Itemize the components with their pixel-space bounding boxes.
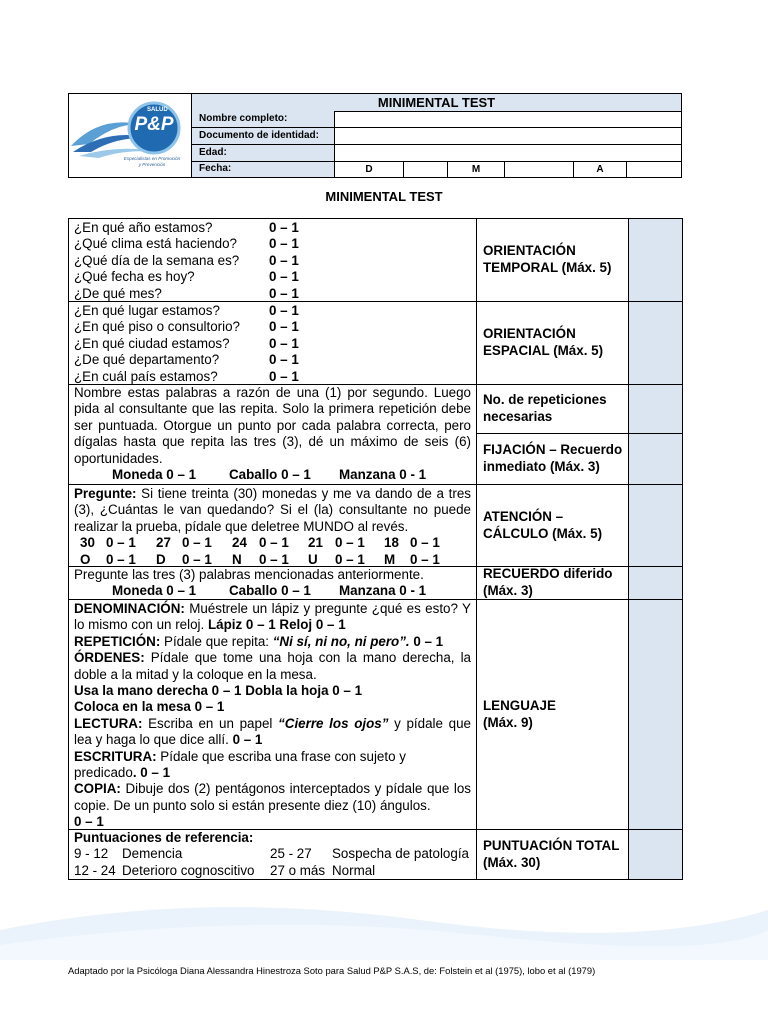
name-label: Nombre completo:: [192, 111, 335, 127]
date-label: Fecha:: [192, 162, 335, 177]
year-label: A: [574, 162, 627, 177]
lenguaje-label: LENGUAJE (Máx. 9): [477, 600, 629, 830]
reference-row-2: 12 - 24 Deterioro cognoscitivo 27 o más Normal: [74, 862, 376, 878]
watermark-waves: [0, 880, 768, 960]
footer-citation: Adaptado por la Psicóloga Diana Alessandra Hinestroza Soto para Salud P&P S.A.S, de: Folstein et al (1975), lobo et al (1979): [68, 965, 596, 976]
temporal-label: ORIENTACIÓN TEMPORAL (Máx. 5): [477, 219, 629, 302]
espacial-q5: ¿En cuál país estamos? 0 – 1: [74, 368, 299, 384]
copia-score: 0 – 1: [74, 814, 104, 830]
temporal-score-box[interactable]: [629, 219, 682, 302]
day-label: D: [335, 162, 404, 177]
ordenes-score-1: Usa la mano derecha 0 – 1 Dobla la hoja 0 – 1: [74, 683, 363, 699]
fijacion-text: Nombre estas palabras a razón de una (1) por segundo. Luego pida al consultante que las repita. Solo la primera repetición debe ser puntuada. Otorgue un punto por cada palabra correcta, pero dígalas hasta que repita las tres (3), dé un máximo de seis (6) oportunidades.: [74, 385, 471, 466]
repeticiones-label: No. de repeticiones necesarias: [477, 385, 629, 434]
test-table: [68, 218, 683, 880]
espacial-q1: ¿En qué lugar estamos? 0 – 1: [74, 303, 299, 318]
recuerdo-text: Pregunte las tres (3) palabras mencionadas anteriormente.: [74, 567, 424, 582]
fijacion-words: Moneda 0 – 1 Caballo 0 – 1 Manzana 0 - 1: [112, 467, 427, 483]
espacial-questions: [69, 302, 477, 385]
logo-tagline-1: Especialistas en Promoción: [123, 156, 181, 161]
day-field[interactable]: [404, 162, 448, 177]
temporal-q3: ¿Qué día de la semana es? 0 – 1: [74, 252, 299, 268]
temporal-questions: [69, 219, 477, 302]
logo-brand-text: P&P: [134, 114, 174, 135]
atencion-row-numbers: 30 0 – 1 27 0 – 1 24 0 – 1 21 0 – 1 18 0 – 1: [80, 535, 440, 551]
atencion-instructions: [69, 485, 477, 567]
total-label: PUNTUACIÓN TOTAL (Máx. 30): [477, 830, 629, 879]
reference-row-1: 9 - 12 Demencia 25 - 27 Sospecha de patología: [74, 846, 469, 862]
atencion-score-box[interactable]: [629, 485, 682, 567]
repeticion-item: REPETICIÓN: Pídale que repita: “Ni sí, ni no, ni pero”. 0 – 1: [74, 633, 444, 649]
recuerdo-instructions: [69, 567, 477, 600]
id-field[interactable]: [335, 128, 681, 144]
ordenes-item: ÓRDENES: Pídale que tome una hoja con la mano derecha, la doble a la mitad y la coloque en la mesa.: [74, 650, 471, 682]
header-table: [68, 93, 682, 178]
recuerdo-score-box[interactable]: [629, 567, 682, 600]
denominacion-item: DENOMINACIÓN: Muéstrele un lápiz y pregunte ¿qué es esto? Y lo mismo con un reloj. Lápiz 0 – 1 Reloj 0 – 1: [74, 601, 471, 633]
copia-item: COPIA: Dibuje dos (2) pentágonos interceptados y pídale que los copie. De un punto solo si están presente diez (10) ángulos.: [74, 781, 471, 813]
recuerdo-words: Moneda 0 – 1 Caballo 0 – 1 Manzana 0 - 1: [112, 583, 427, 599]
temporal-q2: ¿Qué clima está haciendo? 0 – 1: [74, 236, 299, 252]
lectura-item: LECTURA: Escriba en un papel “Cierre los ojos” y pídale que lea y haga lo que dice allí. 0 – 1: [74, 715, 471, 748]
temporal-q1: ¿En qué año estamos? 0 – 1: [74, 220, 299, 235]
espacial-label: ORIENTACIÓN ESPACIAL (Máx. 5): [477, 302, 629, 385]
ordenes-score-2: Coloca en la mesa 0 – 1: [74, 699, 225, 715]
fijacion-instructions: [69, 385, 477, 485]
name-row: [192, 111, 681, 128]
temporal-q4: ¿Qué fecha es hoy? 0 – 1: [74, 269, 299, 285]
lenguaje-score-box[interactable]: [629, 600, 682, 830]
reference-scores: [69, 830, 477, 879]
espacial-q2: ¿En qué piso o consultorio? 0 – 1: [74, 319, 299, 335]
header-title: MINIMENTAL TEST: [192, 94, 681, 112]
logo-tagline-2: y Prevención: [138, 162, 166, 167]
age-field[interactable]: [335, 145, 681, 161]
company-logo: [69, 94, 192, 177]
escritura-item: ESCRITURA: Pídale que escriba una frase con sujeto y predicado. 0 – 1: [74, 748, 406, 781]
temporal-q5: ¿De qué mes? 0 – 1: [74, 285, 299, 301]
espacial-q3: ¿En qué ciudad estamos? 0 – 1: [74, 335, 299, 351]
logo-top-text: SALUD: [147, 107, 168, 113]
atencion-label: ATENCIÓN – CÁLCULO (Máx. 5): [477, 485, 629, 567]
year-field[interactable]: [627, 162, 681, 177]
repeticiones-score-box[interactable]: [629, 385, 682, 434]
section-title: MINIMENTAL TEST: [325, 189, 443, 204]
espacial-score-box[interactable]: [629, 302, 682, 385]
month-field[interactable]: [505, 162, 574, 177]
espacial-q4: ¿De qué departamento? 0 – 1: [74, 352, 299, 368]
age-row: [192, 145, 681, 162]
atencion-row-letters: O 0 – 1 D 0 – 1 N 0 – 1 U 0 – 1 M 0 – 1: [80, 551, 440, 567]
id-label: Documento de identidad:: [192, 128, 335, 144]
fijacion-score-box[interactable]: [629, 434, 682, 485]
date-row: [192, 162, 681, 177]
id-row: [192, 128, 681, 145]
lenguaje-instructions: [69, 600, 477, 830]
age-label: Edad:: [192, 145, 335, 161]
recuerdo-label: RECUERDO diferido (Máx. 3): [477, 567, 629, 600]
total-score-box[interactable]: [629, 830, 682, 879]
reference-title: Puntuaciones de referencia:: [74, 830, 254, 845]
name-field[interactable]: [335, 111, 681, 127]
month-label: M: [448, 162, 505, 177]
atencion-text: Pregunte: Si tiene treinta (30) monedas y me va dando de a tres (3), ¿Cuántas le van quedando? Si el (la) consultante no puede realizar la prueba, pídale que deletree MUNDO al revés.: [74, 486, 471, 534]
fijacion-label: FIJACIÓN – Recuerdo inmediato (Máx. 3): [477, 434, 629, 485]
